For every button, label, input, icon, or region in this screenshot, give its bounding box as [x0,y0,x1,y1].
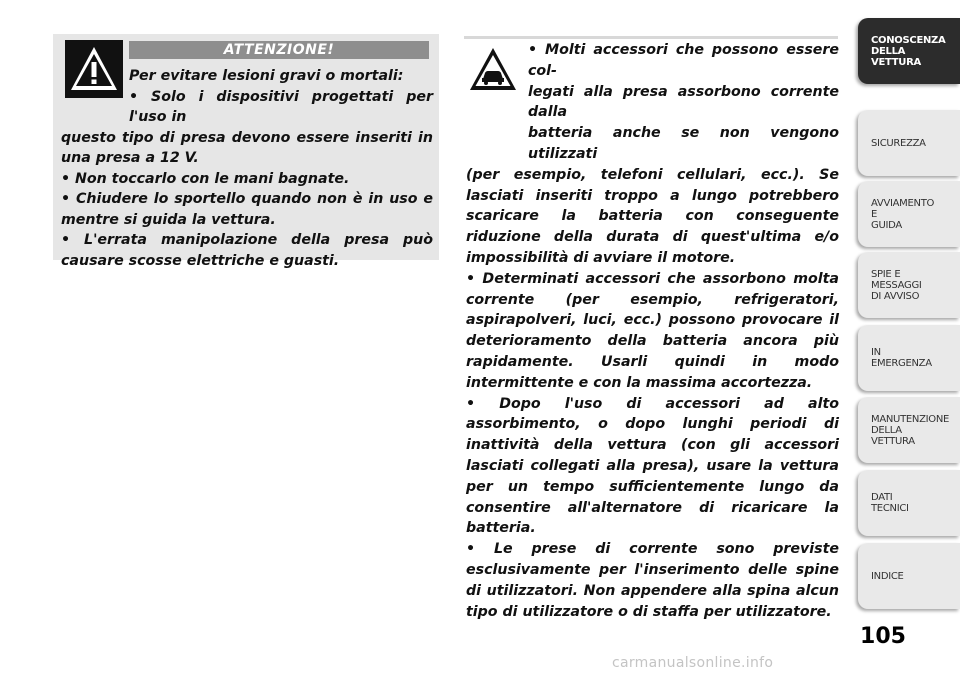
tab-label-line: MESSAGGI [871,279,922,291]
tab-sicurezza[interactable] [858,110,960,176]
page-number: 105 [860,624,906,649]
watermark: carmanualsonline.info [612,655,774,671]
info-line-3: batteria anche se non vengono utilizzati [528,125,839,162]
warning-header: ATTENZIONE! [129,41,429,59]
tab-dati-tecnici[interactable] [858,470,960,536]
tab-conoscenza-vettura[interactable] [858,18,960,84]
tab-label-line: MANUTENZIONE [871,413,950,425]
info-line-1: • Molti accessori che possono essere col- [528,42,839,79]
info-line-2: legati alla presa assorbono corrente dalla [528,83,839,121]
warning-item-1-start: • Solo i dispositivi progettati per l'uso in [129,88,433,125]
tab-spie-messaggi[interactable] [858,252,960,318]
tab-label-line: DATI [871,492,893,503]
warning-item-3: • Chiudere lo sportello quando non è in uso e mentre si guida la vettura. [61,191,433,228]
section-divider [464,36,838,39]
warning-item-1-rest: questo tipo di presa devono essere inseriti in una presa a 12 V. [61,129,433,166]
warning-text [61,66,433,271]
info-paragraph-1: (per esempio, telefoni cellulari, ecc.). Se lasciati inseriti troppo a lungo potrebbero scaricare la batteria con conseguente riduzione della durata di quest'ultima e/o impossibilità di avviare il motore. [466,166,839,266]
tab-label-line: EMERGENZA [871,358,932,369]
tab-label-line: E [871,208,878,220]
tab-label-line: CONOSCENZA [871,34,946,46]
tab-indice[interactable] [858,543,960,609]
info-text [466,40,839,622]
tab-label-line: VETTURA [871,435,915,447]
info-paragraph-4: • Le prese di corrente sono previste esclusivamente per l'inserimento delle spine di utilizzatori. Non appendere alla spina alcun tipo di utilizzatore o di staffa per utilizzatore. [466,541,839,620]
info-paragraph-2: • Determinati accessori che assorbono molta corrente (per esempio, refrigeratori, aspirapolveri, luci, ecc.) possono provocare il deterioramento della batteria ancora più rapidamente. Usarli quindi in modo intermittente e con la massima accortezza. [466,270,839,391]
tab-label-line: TECNICI [871,503,909,514]
warning-item-2: • Non toccarlo con le mani bagnate. [61,170,350,187]
tab-emergenza[interactable] [858,325,960,391]
tab-label-line: SICUREZZA [871,137,926,149]
tab-manutenzione[interactable] [858,397,960,463]
tab-avviamento-guida[interactable] [858,181,960,247]
warning-item-4: • L'errata manipolazione della presa può causare scosse elettriche e guasti. [61,232,433,269]
tab-label-line: DELLA [871,45,906,57]
tab-label-line: GUIDA [871,219,902,231]
tab-label-line: DELLA [871,424,902,436]
info-paragraph-3: • Dopo l'uso di accessori ad alto assorbimento, o dopo lunghi periodi di inattività della vettura (con gli accessori lasciati collegati alla presa), usare la vettura per un tempo sufficientemente lungo da consentire all'alternatore di ricaricare la batteria. [466,395,839,537]
tab-label-line: VETTURA [871,56,921,68]
tab-label-line: SPIE E [871,268,901,280]
tab-label-line: AVVIAMENTO [871,197,935,209]
tab-label-line: DI AVVISO [871,290,920,302]
warning-intro: Per evitare lesioni gravi o mortali: [129,68,404,84]
tab-label-line: IN [871,347,881,358]
tab-label-line: INDICE [871,570,904,582]
warning-box [53,34,439,269]
